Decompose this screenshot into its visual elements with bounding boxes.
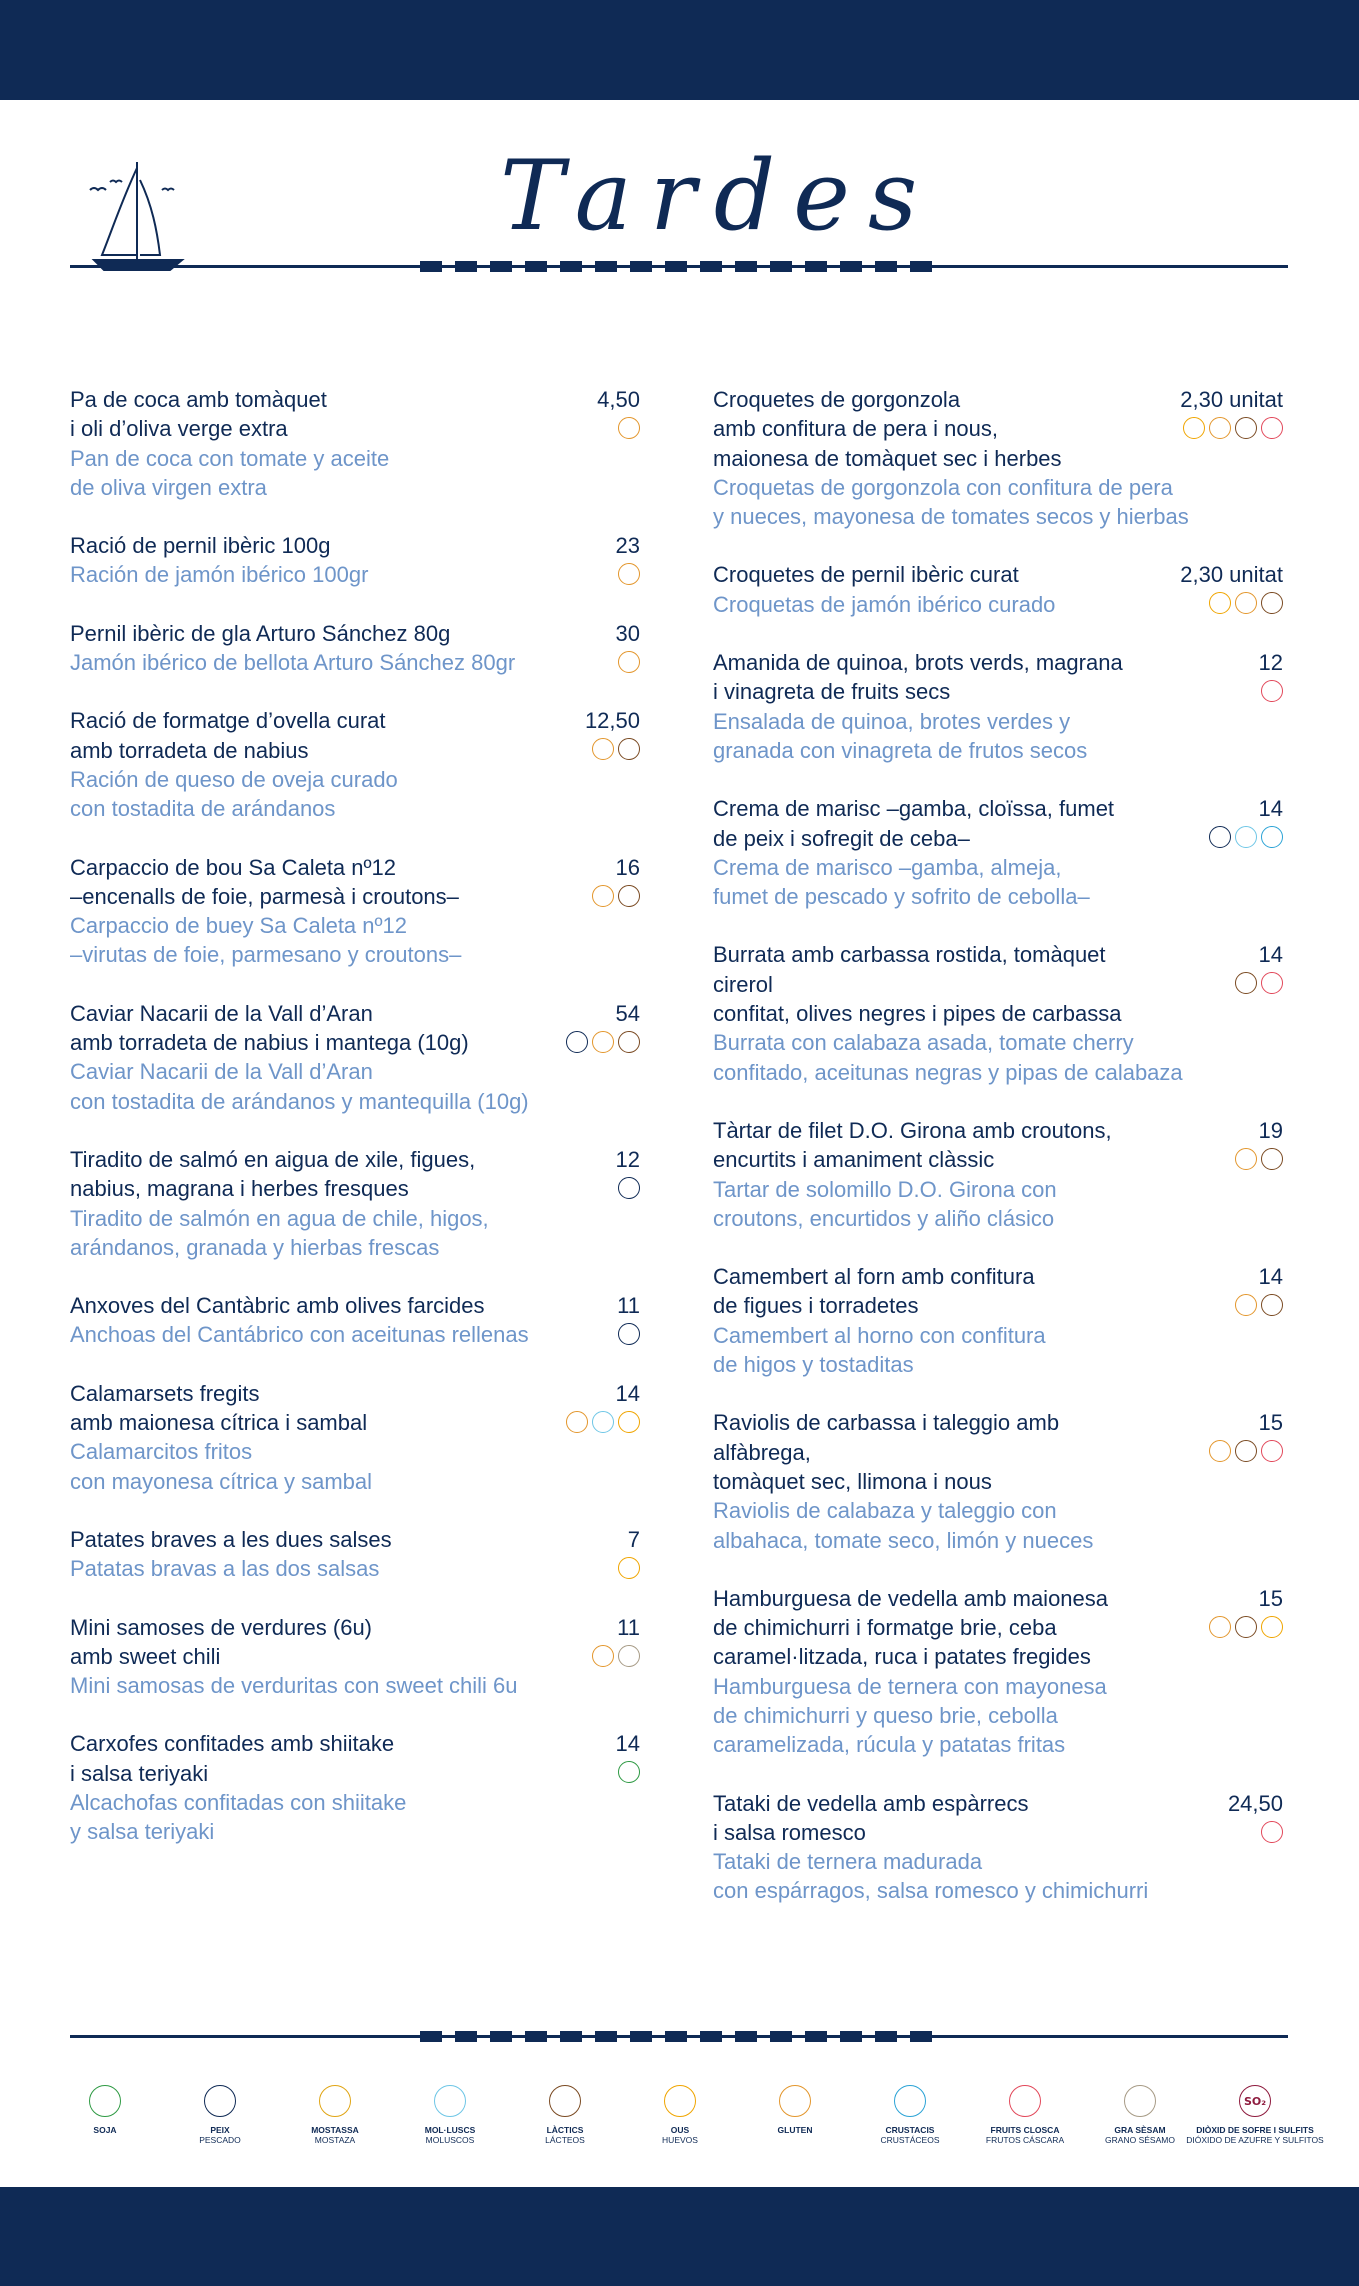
dish-price: 12,50: [584, 708, 640, 734]
dish-price: 2,30 unitat: [1180, 387, 1283, 412]
dish-name-catalan: amb sweet chili: [70, 1643, 221, 1669]
wheat-icon: G: [592, 738, 614, 760]
legend-item-crustacis: [860, 2085, 960, 2145]
dish-name-catalan: i salsa teriyaki: [70, 1760, 209, 1786]
fish-icon: P: [204, 2085, 236, 2117]
soy-icon: S: [89, 2085, 121, 2117]
allergen-icons: [1261, 1821, 1283, 1843]
menu-item: [713, 794, 1283, 911]
menu-item: [713, 1116, 1283, 1233]
dish-price: 12: [1258, 650, 1283, 676]
dish-price: 14: [1258, 796, 1283, 822]
legend-label-catalan: LÀCTICS: [546, 2125, 584, 2135]
dish-price: 24,50: [1227, 1790, 1283, 1816]
dish-price: 4,50: [597, 387, 640, 412]
dish-price: 14: [615, 1380, 640, 1406]
milk-icon: L: [1261, 1148, 1283, 1170]
dish-price: 19: [1258, 1117, 1283, 1143]
dish-name-spanish: con espárragos, salsa romesco y chimichurri: [713, 1878, 1149, 1904]
dish-name-catalan: Tàrtar de filet D.O. Girona amb croutons,: [713, 1117, 1112, 1143]
egg-icon: O: [618, 1411, 640, 1433]
milk-icon: L: [1261, 1294, 1283, 1316]
allergen-icons: [592, 885, 640, 907]
legend-label-spanish: FRUTOS CÁSCARA: [985, 2135, 1065, 2145]
dish-name-catalan: Anxoves del Cantàbric amb olives farcides: [70, 1293, 485, 1319]
menu-item: [713, 940, 1283, 1086]
menu-item: [70, 619, 640, 678]
dish-name-catalan: Amanida de quinoa, brots verds, magrana: [713, 650, 1123, 676]
menu-item: [70, 1525, 640, 1584]
wheat-icon: G: [618, 563, 640, 585]
dish-name-spanish: con tostadita de arándanos: [70, 796, 336, 822]
dish-price: 14: [1258, 942, 1283, 968]
allergen-icons: [566, 1031, 640, 1053]
dish-name-catalan: Pernil ibèric de gla Arturo Sánchez 80g: [70, 620, 451, 646]
dish-name-spanish: Croquetas de jamón ibérico curado: [713, 591, 1056, 617]
allergen-icons: [618, 1557, 640, 1579]
dish-price: 23: [615, 533, 640, 559]
legend-label-spanish: CRUSTÁCEOS: [880, 2135, 940, 2145]
milk-icon: L: [549, 2085, 581, 2117]
allergen-icons: [1235, 972, 1283, 994]
dish-name-spanish: fumet de pescado y sofrito de cebolla–: [713, 884, 1090, 910]
dish-name-spanish: de chimichurri y queso brie, cebolla: [713, 1702, 1058, 1728]
legend-label-spanish: HUEVOS: [662, 2135, 698, 2145]
menu-item: [713, 1408, 1283, 1554]
legend-label-catalan: PEIX: [210, 2125, 230, 2135]
allergen-icons: [618, 417, 640, 439]
menu-item: [70, 531, 640, 590]
allergen-legend: [55, 2085, 1324, 2145]
legend-label-catalan: GRA SÈSAM: [1114, 2125, 1166, 2135]
dish-name-spanish: Alcachofas confitadas con shiitake: [70, 1789, 407, 1815]
dish-name-spanish: confitado, aceitunas negras y pipas de calabaza: [713, 1059, 1183, 1085]
wheat-icon: G: [1209, 417, 1231, 439]
dish-name-catalan: tomàquet sec, llimona i nous: [713, 1468, 992, 1494]
nut-icon: F: [1261, 417, 1283, 439]
nut-icon: F: [1009, 2085, 1041, 2117]
milk-icon: L: [1235, 972, 1257, 994]
mollusc-icon: m: [434, 2085, 466, 2117]
dish-name-spanish: y salsa teriyaki: [70, 1819, 215, 1845]
dish-name-spanish: Anchoas del Cantábrico con aceitunas rellenas: [70, 1322, 529, 1348]
dish-name-spanish: granada con vinagreta de frutos secos: [713, 737, 1088, 763]
dish-name-catalan: de chimichurri i formatge brie, ceba: [713, 1615, 1057, 1641]
dish-name-catalan: Calamarsets fregits: [70, 1380, 260, 1406]
fish-icon: P: [618, 1323, 640, 1345]
dish-name-catalan: amb torradeta de nabius: [70, 737, 309, 763]
menu-column-left: [70, 385, 640, 1876]
legend-label-catalan: DIÒXID DE SOFRE I SULFITS: [1196, 2125, 1314, 2135]
egg-icon: O: [1261, 1616, 1283, 1638]
menu-item: [713, 1789, 1283, 1906]
allergen-icons: [618, 651, 640, 673]
dish-price: 15: [1258, 1410, 1283, 1436]
dish-price: 30: [615, 620, 640, 646]
dish-name-spanish: Tiradito de salmón en agua de chile, higos,: [70, 1205, 489, 1231]
menu-item: [713, 385, 1283, 531]
dish-name-catalan: nabius, magrana i herbes fresques: [70, 1176, 409, 1202]
allergen-icons: [1183, 417, 1283, 439]
dish-name-spanish: de higos y tostaditas: [713, 1352, 914, 1378]
allergen-icons: [1209, 1440, 1283, 1462]
dish-name-spanish: Tartar de solomillo D.O. Girona con: [713, 1176, 1057, 1202]
dish-name-catalan: Mini samoses de verdures (6u): [70, 1614, 373, 1640]
legend-label-catalan: GLUTEN: [777, 2125, 813, 2135]
nut-icon: F: [1261, 1821, 1283, 1843]
so2-icon: SO₂: [1239, 2085, 1271, 2117]
dish-name-spanish: Burrata con calabaza asada, tomate cherry: [713, 1030, 1134, 1056]
milk-icon: L: [618, 1031, 640, 1053]
menu-item: [70, 853, 640, 970]
dish-name-catalan: i vinagreta de fruits secs: [713, 679, 951, 705]
dish-name-spanish: Caviar Nacarii de la Vall d’Aran: [70, 1059, 373, 1085]
dish-name-spanish: Hamburguesa de ternera con mayonesa: [713, 1673, 1107, 1699]
sesame-icon: ·: [618, 1645, 640, 1667]
legend-item-molluscs: [400, 2085, 500, 2145]
menu-column-right: [713, 385, 1283, 1935]
dish-name-catalan: Hamburguesa de vedella amb maionesa: [713, 1585, 1109, 1611]
dish-price: 54: [615, 1000, 640, 1026]
dish-name-catalan: Ració de pernil ibèric 100g: [70, 533, 331, 559]
dish-name-catalan: i oli d’oliva verge extra: [70, 416, 288, 442]
dish-price: 2,30 unitat: [1180, 562, 1283, 588]
menu-item: [713, 1584, 1283, 1760]
sesame-icon: ·: [1124, 2085, 1156, 2117]
legend-item-lactics: [515, 2085, 615, 2145]
mollusc-icon: m: [1235, 826, 1257, 848]
menu-item: [70, 1145, 640, 1262]
dish-name-catalan: amb torradeta de nabius i mantega (10g): [70, 1030, 469, 1056]
wheat-icon: G: [592, 1031, 614, 1053]
mollusc-icon: m: [592, 1411, 614, 1433]
milk-icon: L: [1235, 1440, 1257, 1462]
dish-name-spanish: Ensalada de quinoa, brotes verdes y: [713, 708, 1071, 734]
dish-price: 11: [617, 1293, 640, 1319]
dish-name-catalan: amb confitura de pera i nous,: [713, 416, 998, 442]
page-title: Tardes: [500, 140, 936, 252]
allergen-icons: [1235, 1148, 1283, 1170]
dish-name-spanish: arándanos, granada y hierbas frescas: [70, 1234, 440, 1260]
dish-name-spanish: –virutas de foie, parmesano y croutons–: [70, 942, 462, 968]
dish-name-catalan: Camembert al forn amb confitura: [713, 1264, 1035, 1290]
nut-icon: F: [1261, 972, 1283, 994]
milk-icon: L: [1235, 1616, 1257, 1638]
dish-name-spanish: Croquetas de gorgonzola con confitura de pera: [713, 474, 1173, 500]
legend-item-sulfits: [1186, 2085, 1324, 2145]
dish-price: 14: [1258, 1264, 1283, 1290]
dish-name-catalan: maionesa de tomàquet sec i herbes: [713, 445, 1062, 471]
menu-item: [70, 706, 640, 823]
dish-name-spanish: Raviolis de calabaza y taleggio con: [713, 1498, 1057, 1524]
milk-icon: L: [618, 738, 640, 760]
bottom-band: [0, 2187, 1359, 2286]
wheat-icon: G: [779, 2085, 811, 2117]
wheat-icon: G: [1235, 1294, 1257, 1316]
legend-label-spanish: LÁCTEOS: [545, 2135, 585, 2145]
dish-name-spanish: Camembert al horno con confitura: [713, 1322, 1046, 1348]
allergen-icons: [592, 1645, 640, 1667]
legend-label-spanish: MOSTAZA: [314, 2135, 356, 2145]
dish-name-spanish: Jamón ibérico de bellota Arturo Sánchez 80gr: [70, 650, 516, 676]
wheat-icon: G: [592, 885, 614, 907]
dish-name-catalan: Crema de marisc –gamba, cloïssa, fumet: [713, 796, 1115, 822]
legend-item-ous: [630, 2085, 730, 2145]
milk-icon: L: [1261, 592, 1283, 614]
milk-icon: L: [618, 885, 640, 907]
shrimp-icon: C: [1261, 826, 1283, 848]
allergen-icons: [618, 563, 640, 585]
dish-name-spanish: de oliva virgen extra: [70, 474, 267, 500]
dish-name-spanish: caramelizada, rúcula y patatas fritas: [713, 1732, 1066, 1758]
wheat-icon: G: [1235, 1148, 1257, 1170]
dish-name-catalan: amb maionesa cítrica i sambal: [70, 1410, 368, 1436]
dish-name-spanish: Tataki de ternera madurada: [713, 1849, 983, 1875]
dish-name-spanish: con mayonesa cítrica y sambal: [70, 1468, 373, 1494]
egg-icon: O: [1209, 592, 1231, 614]
dish-name-catalan: Raviolis de carbassa i taleggio amb alfàbrega,: [713, 1410, 1060, 1465]
nut-icon: F: [1261, 1440, 1283, 1462]
menu-item: [70, 1613, 640, 1701]
dish-name-catalan: Caviar Nacarii de la Vall d’Aran: [70, 1000, 373, 1026]
dish-name-catalan: Pa de coca amb tomàquet: [70, 387, 327, 412]
dish-name-spanish: albahaca, tomate seco, limón y nueces: [713, 1527, 1094, 1553]
milk-icon: L: [1235, 417, 1257, 439]
decorative-rule-top: [70, 256, 1288, 276]
wheat-icon: G: [618, 417, 640, 439]
legend-label-catalan: OUS: [670, 2125, 690, 2135]
menu-item: [713, 560, 1283, 619]
allergen-icons: [1209, 1616, 1283, 1638]
wheat-icon: G: [1209, 1440, 1231, 1462]
allergen-icons: [618, 1761, 640, 1783]
legend-label-catalan: MOSTASSA: [311, 2125, 359, 2135]
allergen-icons: [618, 1323, 640, 1345]
egg-icon: O: [618, 1557, 640, 1579]
legend-item-gluten: [745, 2085, 845, 2145]
legend-label-spanish: GRANO SÉSAMO: [1105, 2135, 1175, 2145]
dish-name-catalan: Patates braves a les dues salses: [70, 1526, 392, 1552]
dish-name-spanish: Carpaccio de buey Sa Caleta nº12: [70, 913, 408, 939]
dish-name-catalan: confitat, olives negres i pipes de carbassa: [713, 1001, 1122, 1027]
dish-name-catalan: Tiradito de salmó en aigua de xile, figues,: [70, 1146, 476, 1172]
dish-name-spanish: y nueces, mayonesa de tomates secos y hierbas: [713, 504, 1189, 530]
soy-icon: S: [618, 1761, 640, 1783]
menu-item: [70, 385, 640, 502]
dish-name-catalan: Tataki de vedella amb espàrrecs: [713, 1790, 1029, 1816]
dish-price: 15: [1258, 1585, 1283, 1611]
dish-price: 11: [617, 1614, 640, 1640]
menu-item: [713, 648, 1283, 765]
dish-name-spanish: Calamarcitos fritos: [70, 1439, 253, 1465]
mustard-icon: M: [319, 2085, 351, 2117]
allergen-icons: [618, 1177, 640, 1199]
dish-name-spanish: Patatas bravas a las dos salsas: [70, 1556, 380, 1582]
legend-item-mostassa: [285, 2085, 385, 2145]
dish-name-spanish: Pan de coca con tomate y aceite: [70, 445, 390, 471]
egg-icon: O: [664, 2085, 696, 2117]
legend-item-sesam: [1090, 2085, 1190, 2145]
dish-name-catalan: –encenalls de foie, parmesà i croutons–: [70, 883, 459, 909]
menu-item: [70, 1291, 640, 1350]
legend-item-fruits_closca: [975, 2085, 1075, 2145]
menu-item: [713, 1262, 1283, 1379]
dish-price: 16: [615, 854, 640, 880]
allergen-icons: [1261, 680, 1283, 702]
dish-name-catalan: Carpaccio de bou Sa Caleta nº12: [70, 854, 397, 880]
wheat-icon: G: [566, 1411, 588, 1433]
decorative-rule-bottom: [70, 2026, 1288, 2046]
dish-name-spanish: con tostadita de arándanos y mantequilla (10g): [70, 1088, 529, 1114]
allergen-icons: [1209, 826, 1283, 848]
legend-item-peix: [170, 2085, 270, 2145]
dish-name-catalan: Croquetes de pernil ibèric curat: [713, 562, 1019, 588]
dish-name-catalan: i salsa romesco: [713, 1819, 866, 1845]
allergen-icons: [1209, 592, 1283, 614]
legend-label-spanish: MOLUSCOS: [425, 2135, 475, 2145]
dish-name-spanish: Ración de jamón ibérico 100gr: [70, 562, 369, 588]
fish-icon: P: [1209, 826, 1231, 848]
fish-icon: P: [618, 1177, 640, 1199]
dish-price: 14: [615, 1731, 640, 1757]
nut-icon: F: [1261, 680, 1283, 702]
allergen-icons: [592, 738, 640, 760]
dish-price: 7: [627, 1526, 640, 1552]
top-band: [0, 0, 1359, 100]
dish-name-catalan: caramel·litzada, ruca i patates fregides: [713, 1644, 1091, 1670]
legend-item-soja: [55, 2085, 155, 2145]
allergen-icons: [1235, 1294, 1283, 1316]
fish-icon: P: [566, 1031, 588, 1053]
legend-label-catalan: SOJA: [93, 2125, 117, 2135]
legend-label-catalan: MOL·LUSCS: [424, 2125, 476, 2135]
dish-name-catalan: Carxofes confitades amb shiitake: [70, 1731, 395, 1757]
egg-icon: O: [1183, 417, 1205, 439]
dish-name-spanish: Mini samosas de verduritas con sweet chili 6u: [70, 1673, 518, 1699]
wheat-icon: G: [1235, 592, 1257, 614]
dish-name-catalan: encurtits i amaniment clàssic: [713, 1147, 995, 1173]
wheat-icon: G: [618, 651, 640, 673]
dish-price: 12: [615, 1146, 640, 1172]
dish-name-catalan: de peix i sofregit de ceba–: [713, 825, 970, 851]
allergen-icons: [566, 1411, 640, 1433]
wheat-icon: G: [592, 1645, 614, 1667]
legend-label-spanish: DIÓXIDO DE AZUFRE Y SULFITOS: [1186, 2135, 1324, 2145]
menu-item: [70, 999, 640, 1116]
dish-name-spanish: croutons, encurtidos y aliño clásico: [713, 1205, 1055, 1231]
menu-item: [70, 1379, 640, 1496]
legend-label-catalan: FRUITS CLOSCA: [990, 2125, 1060, 2135]
dish-name-catalan: Burrata amb carbassa rostida, tomàquet cirerol: [713, 942, 1106, 997]
dish-name-catalan: Ració de formatge d’ovella curat: [70, 708, 386, 734]
dish-name-spanish: Crema de marisco –gamba, almeja,: [713, 854, 1062, 880]
menu-item: [70, 1729, 640, 1846]
legend-label-spanish: PESCADO: [199, 2135, 241, 2145]
dish-name-catalan: de figues i torradetes: [713, 1293, 919, 1319]
shrimp-icon: C: [894, 2085, 926, 2117]
dish-name-spanish: Ración de queso de oveja curado: [70, 766, 398, 792]
legend-label-catalan: CRUSTACIS: [885, 2125, 935, 2135]
dish-name-catalan: Croquetes de gorgonzola: [713, 387, 961, 412]
wheat-icon: G: [1209, 1616, 1231, 1638]
